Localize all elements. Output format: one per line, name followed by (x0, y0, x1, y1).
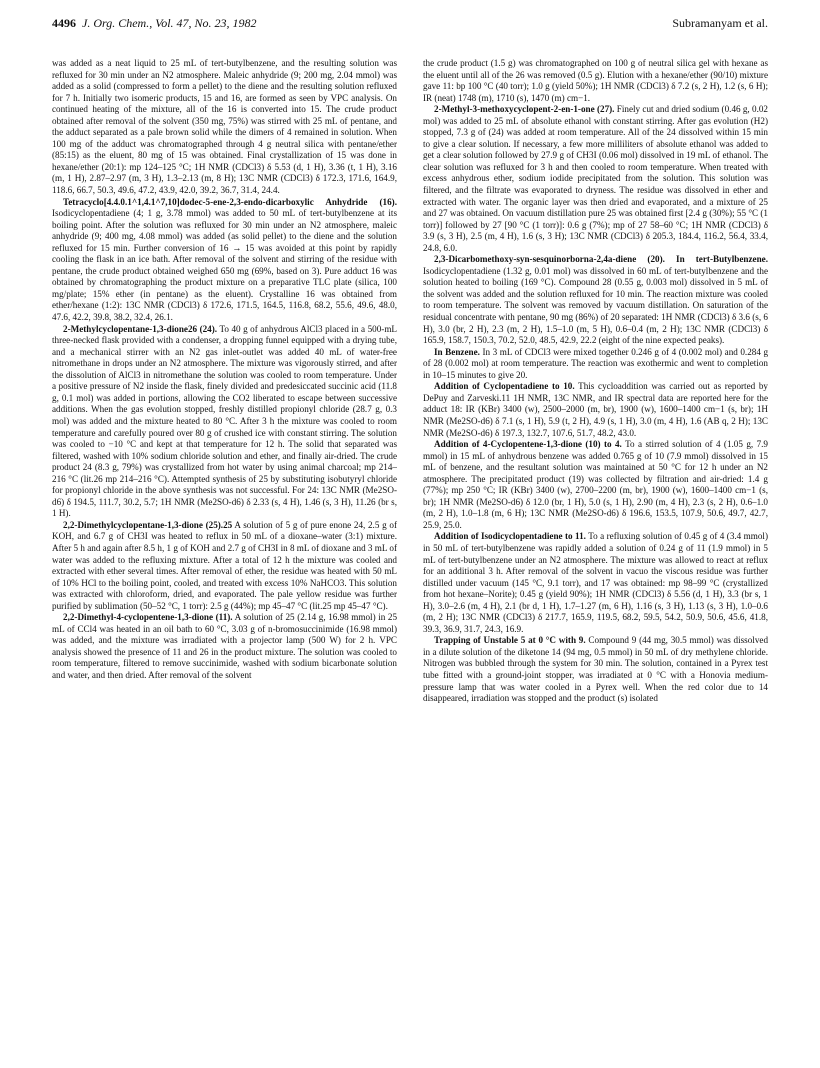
running-header (52, 16, 768, 38)
section-heading: Tetracyclo[4.4.0.1^1,4.1^7,10]dodec-5-ene-2,3-endo-dicarboxylic Anhydride (16). (63, 196, 397, 207)
header-left (52, 16, 257, 31)
section-heading: Trapping of Unstable 5 at 0 °C with 9. (434, 635, 586, 646)
paragraph-text: A solution of 25 (2.14 g, 16.98 mmol) in 25 mL of CCl4 was heated in an oil bath to 60 °C, 3.03 g of n-bromosuccinimide (16.98 mmol) was added, and the mixture was irradiated with a projector lamp (500 W) for 2 h. VPC analysis showed the presence of 11 and 26 in the product mixture. The solution was cooled to room temperature, filtered to remove succinimide, washed with sodium bicarbonate solution and water, and then dried. After removal of the solvent (52, 612, 398, 680)
right-column (423, 58, 768, 705)
paragraph (52, 324, 397, 520)
page-number: 4496 (52, 16, 76, 30)
paragraph-text: To a stirred solution of 4 (1.05 g, 7.9 mmol) in 15 mL of anhydrous benzene was added 0.765 g of 10 (7.9 mmol) dissolved in 15 mL of benzene, and the resultant solution was maintained at 50 °C for 12 h under an N2 atmosphere. The precipitated product (19) was collected by filtration and air-dried: 1.4 g (77%); mp 250 °C; IR (KBr) 3400 (w), 2700–2200 (m, br), 1900 (w), 1600–1400 cm−1 (s, br); 1H NMR (Me2SO-d6) δ 12.0 (br, 1 H), 5.0 (s, 1 H), 2.90 (m, 4 H), 2.3 (s, 2 H), 0.6–1.0 (m, 2 H), 1.0–1.8 (m, 6 H); 13C NMR (Me2SO-d6) δ 196.6, 153.5, 107.9, 50.6, 49.7, 42.7, 25.9, 25.0. (423, 439, 768, 530)
section-heading: In Benzene. (434, 346, 480, 357)
section-heading: Addition of 4-Cyclopentene-1,3-dione (10) to 4. (434, 439, 622, 450)
paragraph (423, 531, 768, 635)
paragraph-text: Finely cut and dried sodium (0.46 g, 0.02 mol) was added to 25 mL of absolute ethanol with constant stirring. After gas evolution (H2) stopped, 7.3 g of (24) was added at room temperature. All of the 24 dissolved within 15 min to give a clear solution. If necessary, a few more milliliters of absolute ethanol was added to get a clear solution followed by 27.9 g of CH3I (0.06 mol) dissolved in 19 mL of ethanol. The clear solution was refluxed for 3 h and then cooled to room temperature. When treated with excess anhydrous ether, sodium iodide precipitated from the solution. This solution was filtered, and the filtrate was evaporated to dryness. The residue was dissolved in ether and extracted with water. The organic layer was then dried and evaporated, and a mixture of 25 and 27 was obtained. On vacuum distillation pure 25 was obtained first [2.4 g (30%); 55 °C (1 torr)] followed by 27 [90 °C (1 torr)]: 0.6 g (7%); mp of 27 58–60 °C; 1H NMR (CDCl3) δ 3.9 (s, 3 H), 2.5 (m, 4 H), 1.6 (s, 3 H); 13C NMR (CDCl3) δ 205.3, 184.4, 116.2, 56.4, 33.4, 24.8, 6.0. (423, 104, 768, 253)
paragraph-text: was added as a neat liquid to 25 mL of tert-butylbenzene, and the resulting solution was refluxed for 30 min under an N2 atmosphere. Maleic anhydride (9; 200 mg, 2.04 mmol) was added as a solid (compressed to form a pellet) to the diene and the resulting solution refluxed for 7 h. Initially two isomeric products, 15 and 16, are formed as seen by VPC analysis. On continued heating of the mixture, all of the 16 is converted into 15. The crude product obtained after removal of the solvent (350 mg, 75%) was stirred with 25 mL of pentane, and the adduct separated as a pale brown solid while the dimers of 4 remained in solution. When 100 mg of the adduct was chromatographed through 4 g neutral silica with pentane/ether (85:15) as the eluent, 80 mg of 15 was obtained. Final crystallization of 15 was done in hexane/ether (20:1): mp 124–125 °C; 1H NMR (CDCl3) δ 5.53 (d, 1 H), 3.36 (t, 1 H), 3.16 (m, 1 H), 2.87–2.97 (m, 3 H), 1.3–2.13 (m, 8 H); 13C NMR (CDCl3) δ 172.3, 171.6, 164.9, 118.6, 66.7, 50.3, 49.6, 47.2, 43.9, 42.0, 39.2, 36.7, 31.4, 24.4. (52, 58, 397, 196)
paragraph-text: Compound 9 (44 mg, 30.5 mmol) was dissolved in a dilute solution of the diketone 14 (94 mg, 0.5 mmol) in 50 mL of dry methylene chloride. Nitrogen was bubbled through the system for 30 min. The solution, contained in a Pyrex test tube fitted with a ground-joint stopper, was irradiated at 0 °C with a Honovia medium-pressure lamp that was water cooled in a Pyrex well. When the red color due to 14 disappeared, irradiation was stopped and the product (s) isolated (423, 635, 769, 704)
left-column (52, 58, 397, 705)
paragraph-text: Isodicyclopentadiene (4; 1 g, 3.78 mmol) was added to 50 mL of tert-butylbenzene at its boiling point. After the solution was refluxed for 30 min under an N2 atmosphere, maleic anhydride (9; 400 mg, 4.08 mmol) was added (as solid pellet) to the diene and the solution refluxed for 15 min. Further conversion of 16 → 15 was avoided at this point by rapidly cooling the flask in an ice bath. After removal of the solvent and stirring of the residue with pentane, the crude product obtained weighed 650 mg (69%, based on 3). Pure adduct 16 was obtained by chromatographing the product mixture on a preparative TLC plate (silica, 100 mg/plate; 15% ether (in pentane) as the eluent). Crystalline 16 was obtained from ether/hexane (1:2): 13C NMR (CDCl3) δ 172.6, 171.5, 164.5, 116.8, 68.2, 55.6, 49.6, 48.0, 47.6, 42.2, 39.8, 38.2, 32.4, 26.1. (52, 208, 397, 323)
section-heading: Addition of Cyclopentadiene to 10. (434, 381, 575, 392)
section-heading: 2-Methylcyclopentane-1,3-dione26 (24). (63, 323, 218, 334)
paragraph (423, 439, 768, 531)
section-heading: 2-Methyl-3-methoxycyclopent-2-en-1-one (27). (434, 104, 615, 115)
section-heading: 2,3-Dicarbomethoxy-syn-sesquinorborna-2,4a-diene (20). In tert-Butylbenzene. (434, 254, 768, 265)
paragraph-text: the crude product (1.5 g) was chromatographed on 100 g of neutral silica gel with hexane as the eluent until all of the 26 was removed (0.5 g). Elution with a hexane/ether (90/10) mixture gave 11: bp 100 °C (40 torr); 1.0 g (yield 50%); 1H NMR (CDCl3) δ 7.2 (s, 2 H), 1.2 (s, 6 H); IR (neat) 1748 (m), 1710 (s), 1470 (m) cm−1. (423, 58, 768, 103)
section-heading: 2,2-Dimethyl-4-cyclopentene-1,3-dione (11). (63, 612, 233, 623)
section-heading: 2,2-Dimethylcyclopentane-1,3-dione (25).25 (63, 519, 233, 530)
paragraph-text: This cycloaddition was carried out as reported by DePuy and Zarveski.11 1H NMR, 13C NMR, and IR spectral data are reported here for the adduct 18: IR (KBr) 3400 (w), 2500–2000 (m, br), 1900 (w), 1600–1400 cm−1 (s, br); 1H NMR (Me2SO-d6) δ 7.1 (s, 1 H), 5.9 (t, 2 H), 4.9 (s, 1 H), 3.0 (m, 4 H), 1.6 (AB q, 2 H); 13C NMR (Me2SO-d6) δ 197.3, 132.7, 107.6, 51.7, 48.2, 43.0. (423, 381, 768, 438)
paragraph-text: To 40 g of anhydrous AlCl3 placed in a 500-mL three-necked flask provided with a condenser, a dropping funnel equipped with a drying tube, and a mechanical stirrer with an N2 gas inlet-outlet was added 40 mL of water-free nitromethane in drops under an N2 atmosphere. The mixture was vigorously stirred, and after the dissolution of AlCl3 in nitromethane the solution was cooled to room temperature. Under a positive pressure of N2 inside the flask, finely divided and predesiccated succinic acid (11.8 g, 0.1 mol) was added in portions, allowing the CO2 liberated to escape between successive additions. When the gas evolution stopped, freshly distilled propionyl chloride (28.7 g, 0.3 mol) was added and the mixture heated to 80 °C. After 3 h the mixture was cooled to room temperature and carefully poured over 80 g of crushed ice with constant stirring. The solution was cooled to −10 °C and kept at that temperature for 12 h. The solid that separated was filtered, washed with 10% sodium chloride solution and ether, and finally air-dried. The crude product 24 (8.3 g, 79%) was crystallized from hot water by using animal charcoal; mp 214–216 °C (lit.26 mp 214–216 °C). Attempted synthesis of 25 by substituting isobutyryl chloride for propionyl chloride in the above synthesis was not successful. For 24: 13C NMR (Me2SO-d6) δ 194.5, 111.7, 30.2, 5.7; 1H NMR (Me2SO-d6) δ 2.33 (s, 4 H), 1.46 (s, 3 H), 11.26 (br s, 1 H). (52, 323, 398, 519)
paragraph (423, 635, 768, 704)
paragraph (423, 347, 768, 382)
section-heading: Addition of Isodicyclopentadiene to 11. (434, 531, 586, 542)
paragraph-text: Isodicyclopentadiene (1.32 g, 0.01 mol) was dissolved in 60 mL of tert-butylbenzene and the solution heated to boiling (169 °C). Compound 28 (0.55 g, 0.003 mol) dissolved in 5 mL of the solvent was added and the solution refluxed for 10 min. The reaction mixture was cooled to room temperature. The solvent was removed by vacuum distillation. On saturation of the residual concentrate with pentane, 90 mg (86%) of 20 separated: 1H NMR (CDCl3) δ 3.6 (s, 6 H), 3.0 (br, 2 H), 2.3 (m, 2 H), 1.5–1.0 (m, 5 H), 0.6–0.4 (m, 2 H); 13C NMR (CDCl3) δ 165.9, 158.7, 150.3, 70.2, 52.0, 48.5, 42.9, 22.2 (eight of the nine expected peaks). (423, 265, 768, 346)
paragraph (423, 254, 768, 346)
paragraph (52, 197, 397, 324)
paragraph (52, 612, 397, 681)
journal-citation: J. Org. Chem., Vol. 47, No. 23, 1982 (82, 16, 257, 30)
paragraph-text: To a refluxing solution of 0.45 g of 4 (3.4 mmol) in 50 mL of tert-butylbenzene was rapidly added a solution of 0.24 g of 11 (1.9 mmol) in 5 mL of tert-butylbenzene under an N2 atmosphere. The mixture was allowed to react at reflux for an additional 3 h. After removal of the solvent in vacuo the viscous residue was further distilled under vacuum (145 °C, 9.1 torr), and 17 was obtained: mp 98–99 °C (crystallized from hot hexane–Norite); 0.45 g (yield 90%); 1H NMR (CDCl3) δ 5.56 (d, 1 H), 3.3 (br s, 1 H), 3.0–2.6 (m, 4 H), 2.1 (br d, 1 H), 1.7–1.27 (m, 6 H), 1.16 (s, 3 H), 1.13 (s, 3 H), 1.0–0.6 (m, 2 H); 13C NMR (CDCl3) δ 217.7, 165.9, 119.5, 68.2, 59.5, 54.2, 50.9, 50.6, 45.6, 41.8, 39.3, 36.9, 31.7, 24.3, 16.9. (423, 531, 768, 634)
paragraph (423, 381, 768, 439)
paragraph (52, 58, 397, 197)
running-authors: Subramanyam et al. (672, 16, 768, 30)
paragraph (423, 58, 768, 104)
paragraph (423, 104, 768, 254)
paragraph-text: A solution of 5 g of pure enone 24, 2.5 g of KOH, and 6.7 g of CH3I was heated to reflux in 50 mL of a dioxane–water (3:1) mixture. After 5 h and again after 8.5 h, 1 g of KOH and 2.7 g of CH3I in 8 mL of dioxane and 3 mL of water was added to the refluxing mixture. After a total of 12 h the mixture was cooled and extracted with ether several times. After removal of ether, the residue was heated with 50 mL of 10% HCl to the boiling point, cooled, and treated with excess 10% NaHCO3. This solution was extracted with chloroform, dried, and evaporated. The pale yellow residue was further purified by sublimation (50–52 °C, 1 torr): 2.5 g (44%); mp 45–47 °C (lit.25 mp 45–47 °C). (52, 519, 397, 611)
paragraph (52, 520, 397, 612)
paragraph-text: In 3 mL of CDCl3 were mixed together 0.246 g of 4 (0.002 mol) and 0.284 g of 28 (0.002 mol) at room temperature. The reaction was exothermic and went to completion in 10–15 minutes to give 20. (423, 346, 769, 380)
body-columns (52, 58, 768, 705)
